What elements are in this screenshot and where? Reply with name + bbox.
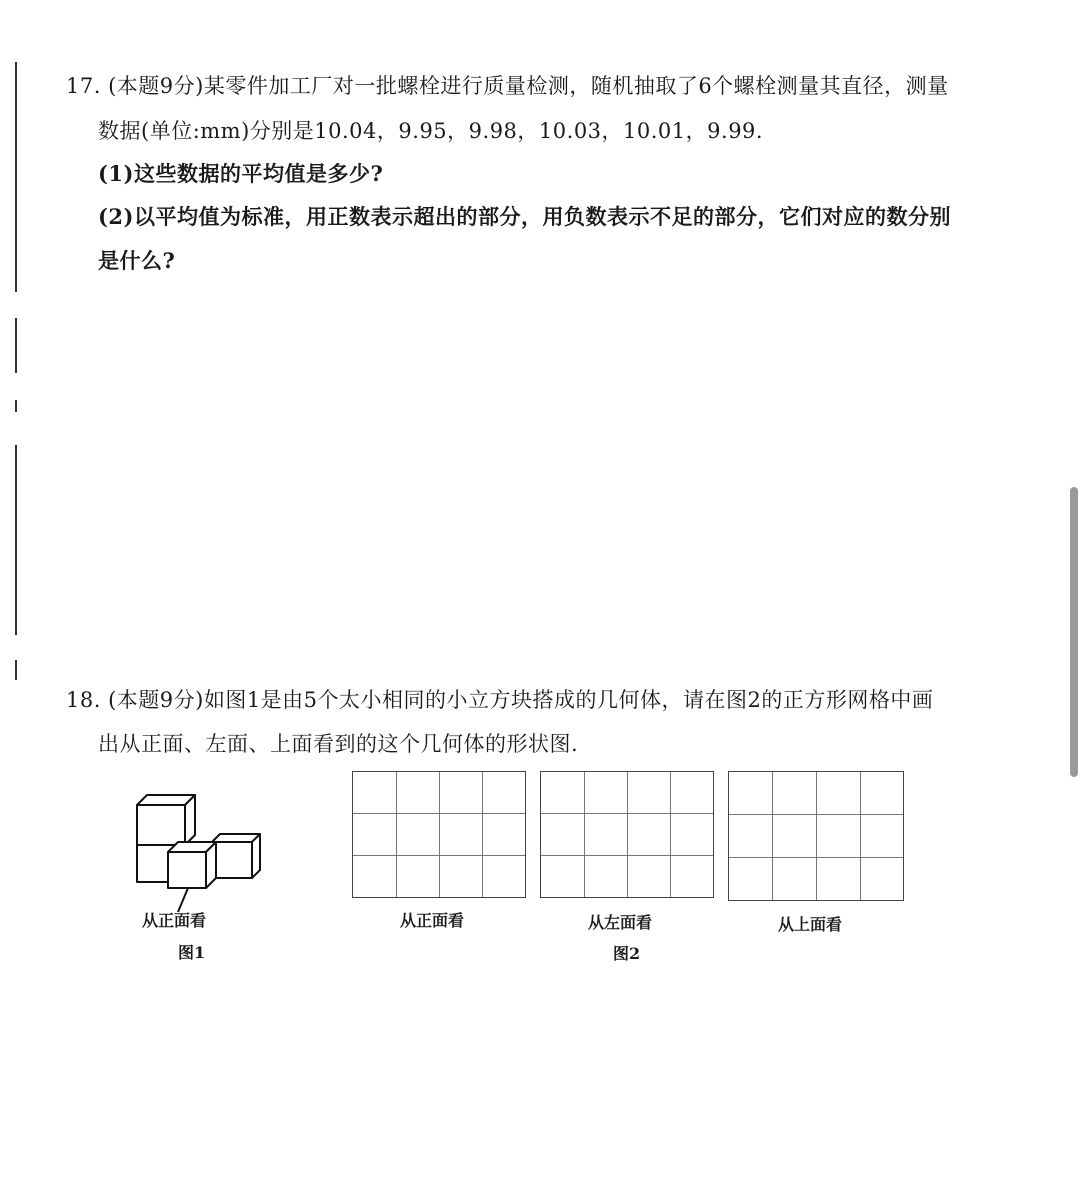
scrollbar[interactable] <box>1070 487 1078 777</box>
q18-line2: 出从正面、左面、上面看到的这个几何体的形状图. <box>98 732 579 756</box>
figure1-view-label: 从正面看 <box>142 911 207 930</box>
q18-line1: 18. (本题9分)如图1是由5个太小相同的小立方块搭成的几何体，请在图2的正方形网格中画 <box>66 688 934 712</box>
q17-part1: (1)这些数据的平均值是多少? <box>98 161 384 186</box>
grid-top-label: 从上面看 <box>778 915 843 934</box>
margin-line <box>15 318 17 373</box>
margin-line <box>15 62 17 292</box>
q17-line1: 17. (本题9分)某零件加工厂对一批螺栓进行质量检测，随机抽取了6个螺栓测量其直径，测量 <box>66 74 949 98</box>
grid-front-view[interactable] <box>352 771 526 898</box>
q17-part2: (2)以平均值为标准，用正数表示超出的部分，用负数表示不足的部分，它们对应的数分别 <box>98 204 951 229</box>
margin-line <box>15 400 17 412</box>
grid-front-label: 从正面看 <box>400 911 465 930</box>
figure1-cubes <box>120 790 270 920</box>
grid-left-label: 从左面看 <box>588 913 653 932</box>
q17-line2: 数据(单位:mm)分别是10.04，9.95，9.98，10.03，10.01，9.99. <box>98 119 764 143</box>
q17-part2-cont: 是什么? <box>98 248 176 273</box>
figure2-caption: 图2 <box>613 944 641 963</box>
grid-left-view[interactable] <box>540 771 714 898</box>
grid-top-view[interactable] <box>728 771 904 901</box>
figure1-caption: 图1 <box>178 943 206 962</box>
margin-line <box>15 660 17 680</box>
margin-line <box>15 445 17 635</box>
